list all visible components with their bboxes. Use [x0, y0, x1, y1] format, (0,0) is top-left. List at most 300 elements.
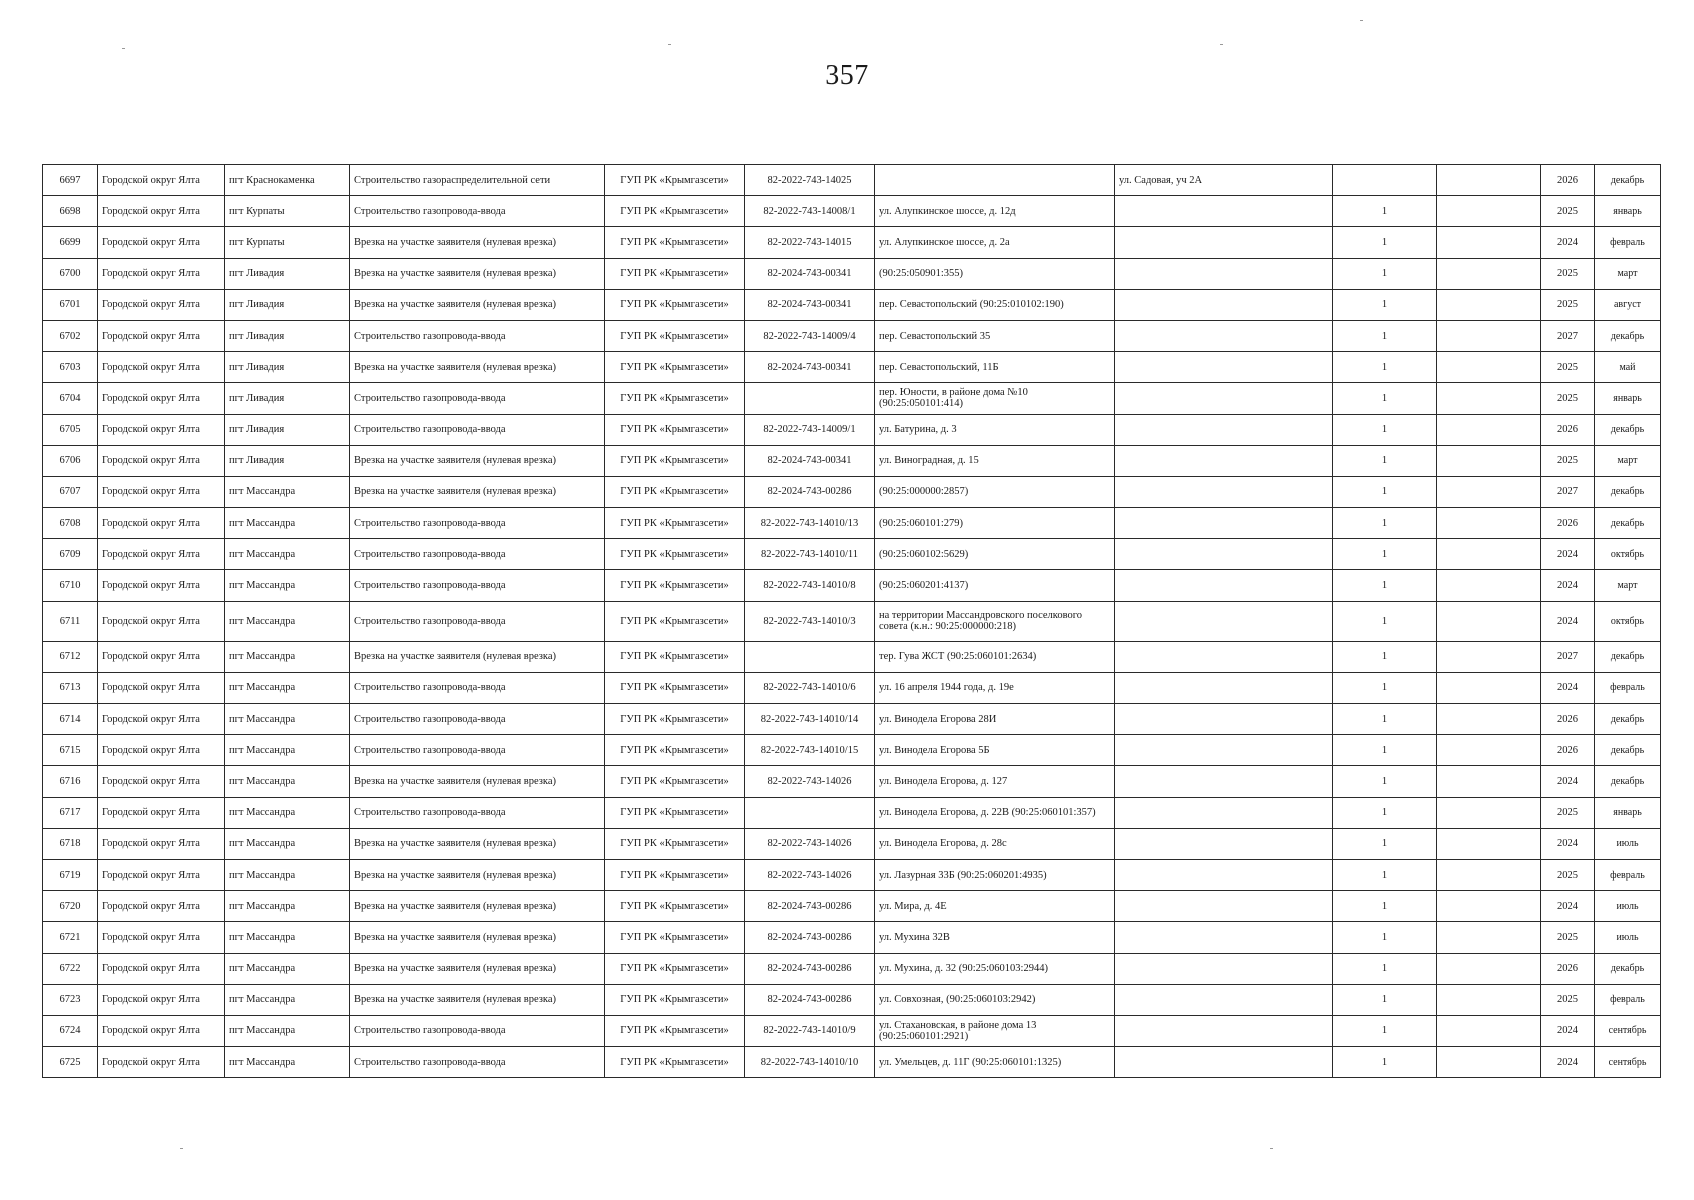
cell-year: 2025 — [1541, 984, 1595, 1015]
cell-organization: ГУП РК «Крымгазсети» — [605, 1015, 745, 1046]
cell-year: 2024 — [1541, 766, 1595, 797]
cell-application-code: 82-2022-743-14010/11 — [745, 539, 875, 570]
cell-organization: ГУП РК «Крымгазсети» — [605, 320, 745, 351]
cell-work-type: Врезка на участке заявителя (нулевая врезка) — [350, 984, 605, 1015]
cell-address-extra — [1115, 953, 1333, 984]
scan-speck — [180, 1148, 183, 1149]
cell-application-code — [745, 797, 875, 828]
cell-application-code — [745, 641, 875, 672]
cell-month: июль — [1595, 922, 1661, 953]
cell-number: 6718 — [43, 828, 98, 859]
cell-organization: ГУП РК «Крымгазсети» — [605, 414, 745, 445]
cell-year: 2025 — [1541, 797, 1595, 828]
cell-district: Городской округ Ялта — [98, 1015, 225, 1046]
cell-address-extra — [1115, 352, 1333, 383]
cell-month: июль — [1595, 891, 1661, 922]
cell-address-extra — [1115, 601, 1333, 641]
cell-settlement: пгт Массандра — [225, 735, 350, 766]
cell-work-type: Врезка на участке заявителя (нулевая врезка) — [350, 891, 605, 922]
cell-organization: ГУП РК «Крымгазсети» — [605, 922, 745, 953]
cell-address: ул. Умельцев, д. 11Г (90:25:060101:1325) — [875, 1047, 1115, 1078]
table-row — [43, 828, 1661, 859]
cell-application-code: 82-2022-743-14010/8 — [745, 570, 875, 601]
table-row — [43, 672, 1661, 703]
cell-district: Городской округ Ялта — [98, 352, 225, 383]
cell-district: Городской округ Ялта — [98, 672, 225, 703]
cell-address-extra — [1115, 797, 1333, 828]
cell-number: 6725 — [43, 1047, 98, 1078]
cell-work-type: Врезка на участке заявителя (нулевая врезка) — [350, 922, 605, 953]
cell-extra — [1437, 797, 1541, 828]
cell-application-code: 82-2024-743-00286 — [745, 891, 875, 922]
cell-extra — [1437, 704, 1541, 735]
cell-settlement: пгт Массандра — [225, 797, 350, 828]
cell-address: (90:25:060102:5629) — [875, 539, 1115, 570]
cell-application-code: 82-2022-743-14015 — [745, 227, 875, 258]
cell-organization: ГУП РК «Крымгазсети» — [605, 704, 745, 735]
cell-address-extra — [1115, 570, 1333, 601]
cell-settlement: пгт Массандра — [225, 508, 350, 539]
cell-address-extra — [1115, 414, 1333, 445]
table-row — [43, 165, 1661, 196]
cell-address-extra — [1115, 859, 1333, 890]
table-row — [43, 735, 1661, 766]
cell-year: 2024 — [1541, 891, 1595, 922]
cell-number: 6721 — [43, 922, 98, 953]
cell-extra — [1437, 601, 1541, 641]
cell-address: ул. Винодела Егорова 28И — [875, 704, 1115, 735]
cell-quantity: 1 — [1333, 922, 1437, 953]
cell-organization: ГУП РК «Крымгазсети» — [605, 352, 745, 383]
cell-settlement: пгт Массандра — [225, 766, 350, 797]
cell-application-code: 82-2022-743-14010/6 — [745, 672, 875, 703]
cell-work-type: Строительство газопровода-ввода — [350, 735, 605, 766]
cell-year: 2026 — [1541, 414, 1595, 445]
cell-year: 2027 — [1541, 476, 1595, 507]
cell-address-extra — [1115, 828, 1333, 859]
cell-month: декабрь — [1595, 641, 1661, 672]
cell-number: 6712 — [43, 641, 98, 672]
cell-district: Городской округ Ялта — [98, 1047, 225, 1078]
cell-application-code: 82-2022-743-14010/9 — [745, 1015, 875, 1046]
cell-extra — [1437, 953, 1541, 984]
cell-number: 6702 — [43, 320, 98, 351]
table-row — [43, 984, 1661, 1015]
cell-address-extra — [1115, 196, 1333, 227]
cell-address: (90:25:050901:355) — [875, 258, 1115, 289]
cell-address: ул. Мухина, д. 32 (90:25:060103:2944) — [875, 953, 1115, 984]
cell-address — [875, 165, 1115, 196]
cell-settlement: пгт Ливадия — [225, 289, 350, 320]
cell-month: февраль — [1595, 859, 1661, 890]
cell-quantity: 1 — [1333, 383, 1437, 414]
cell-number: 6720 — [43, 891, 98, 922]
table-row — [43, 383, 1661, 414]
cell-district: Городской округ Ялта — [98, 508, 225, 539]
cell-application-code: 82-2022-743-14010/14 — [745, 704, 875, 735]
cell-settlement: пгт Массандра — [225, 1015, 350, 1046]
cell-work-type: Строительство газопровода-ввода — [350, 414, 605, 445]
cell-district: Городской округ Ялта — [98, 289, 225, 320]
cell-number: 6722 — [43, 953, 98, 984]
cell-settlement: пгт Массандра — [225, 859, 350, 890]
cell-settlement: пгт Массандра — [225, 672, 350, 703]
cell-work-type: Врезка на участке заявителя (нулевая врезка) — [350, 476, 605, 507]
cell-work-type: Врезка на участке заявителя (нулевая врезка) — [350, 258, 605, 289]
cell-settlement: пгт Курпаты — [225, 196, 350, 227]
table-row — [43, 704, 1661, 735]
cell-work-type: Строительство газопровода-ввода — [350, 797, 605, 828]
cell-organization: ГУП РК «Крымгазсети» — [605, 797, 745, 828]
table-row — [43, 476, 1661, 507]
cell-quantity: 1 — [1333, 828, 1437, 859]
cell-extra — [1437, 570, 1541, 601]
cell-organization: ГУП РК «Крымгазсети» — [605, 984, 745, 1015]
cell-district: Городской округ Ялта — [98, 320, 225, 351]
cell-month: январь — [1595, 196, 1661, 227]
cell-extra — [1437, 859, 1541, 890]
cell-application-code: 82-2022-743-14009/1 — [745, 414, 875, 445]
cell-address-extra — [1115, 704, 1333, 735]
cell-month: февраль — [1595, 227, 1661, 258]
cell-year: 2025 — [1541, 196, 1595, 227]
cell-organization: ГУП РК «Крымгазсети» — [605, 508, 745, 539]
table-row — [43, 196, 1661, 227]
cell-work-type: Врезка на участке заявителя (нулевая врезка) — [350, 766, 605, 797]
cell-number: 6706 — [43, 445, 98, 476]
cell-month: декабрь — [1595, 320, 1661, 351]
cell-settlement: пгт Массандра — [225, 1047, 350, 1078]
cell-year: 2025 — [1541, 859, 1595, 890]
cell-work-type: Строительство газопровода-ввода — [350, 539, 605, 570]
cell-extra — [1437, 258, 1541, 289]
cell-organization: ГУП РК «Крымгазсети» — [605, 258, 745, 289]
cell-extra — [1437, 539, 1541, 570]
table-row — [43, 922, 1661, 953]
cell-number: 6705 — [43, 414, 98, 445]
cell-organization: ГУП РК «Крымгазсети» — [605, 227, 745, 258]
cell-quantity: 1 — [1333, 953, 1437, 984]
cell-settlement: пгт Ливадия — [225, 383, 350, 414]
cell-district: Городской округ Ялта — [98, 735, 225, 766]
cell-settlement: пгт Массандра — [225, 704, 350, 735]
cell-quantity: 1 — [1333, 508, 1437, 539]
cell-application-code — [745, 383, 875, 414]
scan-speck — [1360, 20, 1363, 21]
cell-number: 6714 — [43, 704, 98, 735]
cell-settlement: пгт Массандра — [225, 539, 350, 570]
cell-settlement: пгт Массандра — [225, 601, 350, 641]
cell-extra — [1437, 445, 1541, 476]
cell-application-code: 82-2022-743-14010/10 — [745, 1047, 875, 1078]
cell-quantity: 1 — [1333, 735, 1437, 766]
cell-organization: ГУП РК «Крымгазсети» — [605, 539, 745, 570]
cell-quantity: 1 — [1333, 1047, 1437, 1078]
table-row — [43, 641, 1661, 672]
cell-work-type: Строительство газопровода-ввода — [350, 570, 605, 601]
cell-address: ул. Виноградная, д. 15 — [875, 445, 1115, 476]
cell-year: 2025 — [1541, 352, 1595, 383]
cell-number: 6710 — [43, 570, 98, 601]
table-row — [43, 797, 1661, 828]
cell-address-extra — [1115, 672, 1333, 703]
cell-number: 6707 — [43, 476, 98, 507]
cell-extra — [1437, 828, 1541, 859]
cell-extra — [1437, 984, 1541, 1015]
cell-extra — [1437, 196, 1541, 227]
cell-address: пер. Юности, в районе дома №10 (90:25:050101:414) — [875, 383, 1115, 414]
cell-address-extra: ул. Садовая, уч 2А — [1115, 165, 1333, 196]
cell-settlement: пгт Массандра — [225, 922, 350, 953]
cell-address-extra — [1115, 258, 1333, 289]
cell-settlement: пгт Ливадия — [225, 445, 350, 476]
table-row — [43, 859, 1661, 890]
cell-month: февраль — [1595, 672, 1661, 703]
table-row — [43, 445, 1661, 476]
cell-year: 2026 — [1541, 704, 1595, 735]
cell-application-code: 82-2024-743-00341 — [745, 352, 875, 383]
cell-address: ул. Мира, д. 4Е — [875, 891, 1115, 922]
table-row — [43, 414, 1661, 445]
cell-address: ул. Алупкинское шоссе, д. 12д — [875, 196, 1115, 227]
cell-number: 6711 — [43, 601, 98, 641]
cell-address-extra — [1115, 383, 1333, 414]
cell-month: февраль — [1595, 984, 1661, 1015]
scan-speck — [1270, 1148, 1273, 1149]
cell-settlement: пгт Массандра — [225, 641, 350, 672]
cell-organization: ГУП РК «Крымгазсети» — [605, 196, 745, 227]
cell-address: ул. Мухина 32В — [875, 922, 1115, 953]
cell-address: на территории Массандровского поселкового совета (к.н.: 90:25:000000:218) — [875, 601, 1115, 641]
cell-number: 6723 — [43, 984, 98, 1015]
cell-application-code: 82-2022-743-14026 — [745, 766, 875, 797]
cell-work-type: Строительство газопровода-ввода — [350, 1047, 605, 1078]
cell-year: 2025 — [1541, 445, 1595, 476]
cell-year: 2026 — [1541, 953, 1595, 984]
cell-organization: ГУП РК «Крымгазсети» — [605, 601, 745, 641]
cell-extra — [1437, 227, 1541, 258]
cell-quantity: 1 — [1333, 476, 1437, 507]
cell-month: октябрь — [1595, 539, 1661, 570]
table-row — [43, 601, 1661, 641]
cell-district: Городской округ Ялта — [98, 922, 225, 953]
cell-quantity: 1 — [1333, 704, 1437, 735]
cell-address: ул. Лазурная 33Б (90:25:060201:4935) — [875, 859, 1115, 890]
cell-year: 2027 — [1541, 641, 1595, 672]
cell-quantity: 1 — [1333, 601, 1437, 641]
cell-address: ул. Винодела Егорова, д. 22В (90:25:060101:357) — [875, 797, 1115, 828]
cell-year: 2025 — [1541, 258, 1595, 289]
cell-application-code: 82-2024-743-00341 — [745, 258, 875, 289]
cell-district: Городской округ Ялта — [98, 165, 225, 196]
cell-organization: ГУП РК «Крымгазсети» — [605, 641, 745, 672]
cell-organization: ГУП РК «Крымгазсети» — [605, 828, 745, 859]
cell-address-extra — [1115, 227, 1333, 258]
cell-address: ул. Алупкинское шоссе, д. 2а — [875, 227, 1115, 258]
cell-month: март — [1595, 258, 1661, 289]
cell-settlement: пгт Краснокаменка — [225, 165, 350, 196]
cell-work-type: Строительство газопровода-ввода — [350, 320, 605, 351]
cell-application-code: 82-2022-743-14026 — [745, 828, 875, 859]
cell-district: Городской округ Ялта — [98, 641, 225, 672]
cell-organization: ГУП РК «Крымгазсети» — [605, 766, 745, 797]
cell-organization: ГУП РК «Крымгазсети» — [605, 383, 745, 414]
cell-year: 2024 — [1541, 1015, 1595, 1046]
cell-month: декабрь — [1595, 704, 1661, 735]
cell-settlement: пгт Ливадия — [225, 258, 350, 289]
cell-month: декабрь — [1595, 766, 1661, 797]
cell-number: 6704 — [43, 383, 98, 414]
cell-month: сентябрь — [1595, 1015, 1661, 1046]
cell-number: 6715 — [43, 735, 98, 766]
gasification-register-table — [42, 164, 1661, 1078]
cell-year: 2026 — [1541, 165, 1595, 196]
cell-month: декабрь — [1595, 476, 1661, 507]
scan-speck — [668, 44, 671, 45]
cell-work-type: Врезка на участке заявителя (нулевая врезка) — [350, 227, 605, 258]
cell-quantity: 1 — [1333, 414, 1437, 445]
cell-extra — [1437, 383, 1541, 414]
cell-year: 2024 — [1541, 828, 1595, 859]
cell-work-type: Врезка на участке заявителя (нулевая врезка) — [350, 641, 605, 672]
cell-application-code: 82-2022-743-14008/1 — [745, 196, 875, 227]
cell-application-code: 82-2022-743-14025 — [745, 165, 875, 196]
cell-extra — [1437, 735, 1541, 766]
cell-quantity: 1 — [1333, 672, 1437, 703]
cell-month: май — [1595, 352, 1661, 383]
table-row — [43, 508, 1661, 539]
cell-quantity: 1 — [1333, 984, 1437, 1015]
cell-application-code: 82-2024-743-00341 — [745, 289, 875, 320]
cell-year: 2025 — [1541, 383, 1595, 414]
cell-settlement: пгт Массандра — [225, 570, 350, 601]
cell-address-extra — [1115, 641, 1333, 672]
scan-speck — [1220, 44, 1223, 45]
cell-month: декабрь — [1595, 165, 1661, 196]
cell-address: ул. Стахановская, в районе дома 13 (90:25:060101:2921) — [875, 1015, 1115, 1046]
cell-extra — [1437, 641, 1541, 672]
cell-organization: ГУП РК «Крымгазсети» — [605, 476, 745, 507]
cell-settlement: пгт Массандра — [225, 984, 350, 1015]
cell-application-code: 82-2022-743-14010/15 — [745, 735, 875, 766]
cell-application-code: 82-2022-743-14009/4 — [745, 320, 875, 351]
cell-number: 6700 — [43, 258, 98, 289]
cell-year: 2024 — [1541, 1047, 1595, 1078]
cell-address: ул. Винодела Егорова, д. 28с — [875, 828, 1115, 859]
cell-year: 2024 — [1541, 227, 1595, 258]
table-row — [43, 539, 1661, 570]
cell-district: Городской округ Ялта — [98, 859, 225, 890]
cell-extra — [1437, 672, 1541, 703]
cell-application-code: 82-2024-743-00286 — [745, 922, 875, 953]
cell-address-extra — [1115, 735, 1333, 766]
cell-address: тер. Гува ЖСТ (90:25:060101:2634) — [875, 641, 1115, 672]
cell-quantity: 1 — [1333, 641, 1437, 672]
cell-organization: ГУП РК «Крымгазсети» — [605, 735, 745, 766]
cell-address-extra — [1115, 984, 1333, 1015]
cell-year: 2026 — [1541, 735, 1595, 766]
cell-month: декабрь — [1595, 508, 1661, 539]
cell-quantity: 1 — [1333, 766, 1437, 797]
cell-extra — [1437, 1015, 1541, 1046]
cell-address: ул. Батурина, д. 3 — [875, 414, 1115, 445]
cell-district: Городской округ Ялта — [98, 570, 225, 601]
cell-extra — [1437, 289, 1541, 320]
cell-address: ул. Совхозная, (90:25:060103:2942) — [875, 984, 1115, 1015]
cell-extra — [1437, 476, 1541, 507]
cell-address: ул. Винодела Егорова 5Б — [875, 735, 1115, 766]
cell-year: 2024 — [1541, 539, 1595, 570]
cell-year: 2024 — [1541, 570, 1595, 601]
cell-quantity: 1 — [1333, 891, 1437, 922]
cell-address-extra — [1115, 891, 1333, 922]
cell-work-type: Врезка на участке заявителя (нулевая врезка) — [350, 445, 605, 476]
cell-quantity: 1 — [1333, 859, 1437, 890]
cell-work-type: Врезка на участке заявителя (нулевая врезка) — [350, 352, 605, 383]
cell-application-code: 82-2024-743-00286 — [745, 953, 875, 984]
cell-extra — [1437, 922, 1541, 953]
cell-organization: ГУП РК «Крымгазсети» — [605, 672, 745, 703]
cell-month: март — [1595, 445, 1661, 476]
cell-organization: ГУП РК «Крымгазсети» — [605, 165, 745, 196]
table-row — [43, 1015, 1661, 1046]
cell-quantity: 1 — [1333, 227, 1437, 258]
cell-address: (90:25:060101:279) — [875, 508, 1115, 539]
cell-district: Городской округ Ялта — [98, 476, 225, 507]
cell-district: Городской округ Ялта — [98, 704, 225, 735]
cell-settlement: пгт Ливадия — [225, 352, 350, 383]
cell-year: 2026 — [1541, 508, 1595, 539]
table-body — [43, 165, 1661, 1078]
cell-settlement: пгт Массандра — [225, 828, 350, 859]
cell-district: Городской округ Ялта — [98, 445, 225, 476]
cell-settlement: пгт Массандра — [225, 476, 350, 507]
cell-address-extra — [1115, 289, 1333, 320]
cell-district: Городской округ Ялта — [98, 227, 225, 258]
cell-address-extra — [1115, 539, 1333, 570]
cell-month: декабрь — [1595, 953, 1661, 984]
cell-district: Городской округ Ялта — [98, 601, 225, 641]
cell-district: Городской округ Ялта — [98, 539, 225, 570]
cell-district: Городской округ Ялта — [98, 891, 225, 922]
cell-address-extra — [1115, 320, 1333, 351]
cell-work-type: Врезка на участке заявителя (нулевая врезка) — [350, 859, 605, 890]
table-row — [43, 891, 1661, 922]
cell-work-type: Строительство газопровода-ввода — [350, 383, 605, 414]
cell-work-type: Строительство газопровода-ввода — [350, 601, 605, 641]
cell-number: 6717 — [43, 797, 98, 828]
cell-application-code: 82-2024-743-00286 — [745, 476, 875, 507]
cell-work-type: Строительство газопровода-ввода — [350, 196, 605, 227]
cell-application-code: 82-2024-743-00341 — [745, 445, 875, 476]
cell-work-type: Строительство газопровода-ввода — [350, 1015, 605, 1046]
cell-address: пер. Севастопольский 35 — [875, 320, 1115, 351]
cell-address-extra — [1115, 445, 1333, 476]
cell-number: 6708 — [43, 508, 98, 539]
cell-month: декабрь — [1595, 735, 1661, 766]
cell-district: Городской округ Ялта — [98, 766, 225, 797]
cell-address: пер. Севастопольский (90:25:010102:190) — [875, 289, 1115, 320]
table-row — [43, 227, 1661, 258]
table-row — [43, 289, 1661, 320]
cell-year: 2024 — [1541, 672, 1595, 703]
cell-work-type: Строительство газораспределительной сети — [350, 165, 605, 196]
cell-application-code: 82-2022-743-14026 — [745, 859, 875, 890]
cell-work-type: Строительство газопровода-ввода — [350, 508, 605, 539]
cell-district: Городской округ Ялта — [98, 196, 225, 227]
cell-quantity: 1 — [1333, 196, 1437, 227]
cell-number: 6719 — [43, 859, 98, 890]
